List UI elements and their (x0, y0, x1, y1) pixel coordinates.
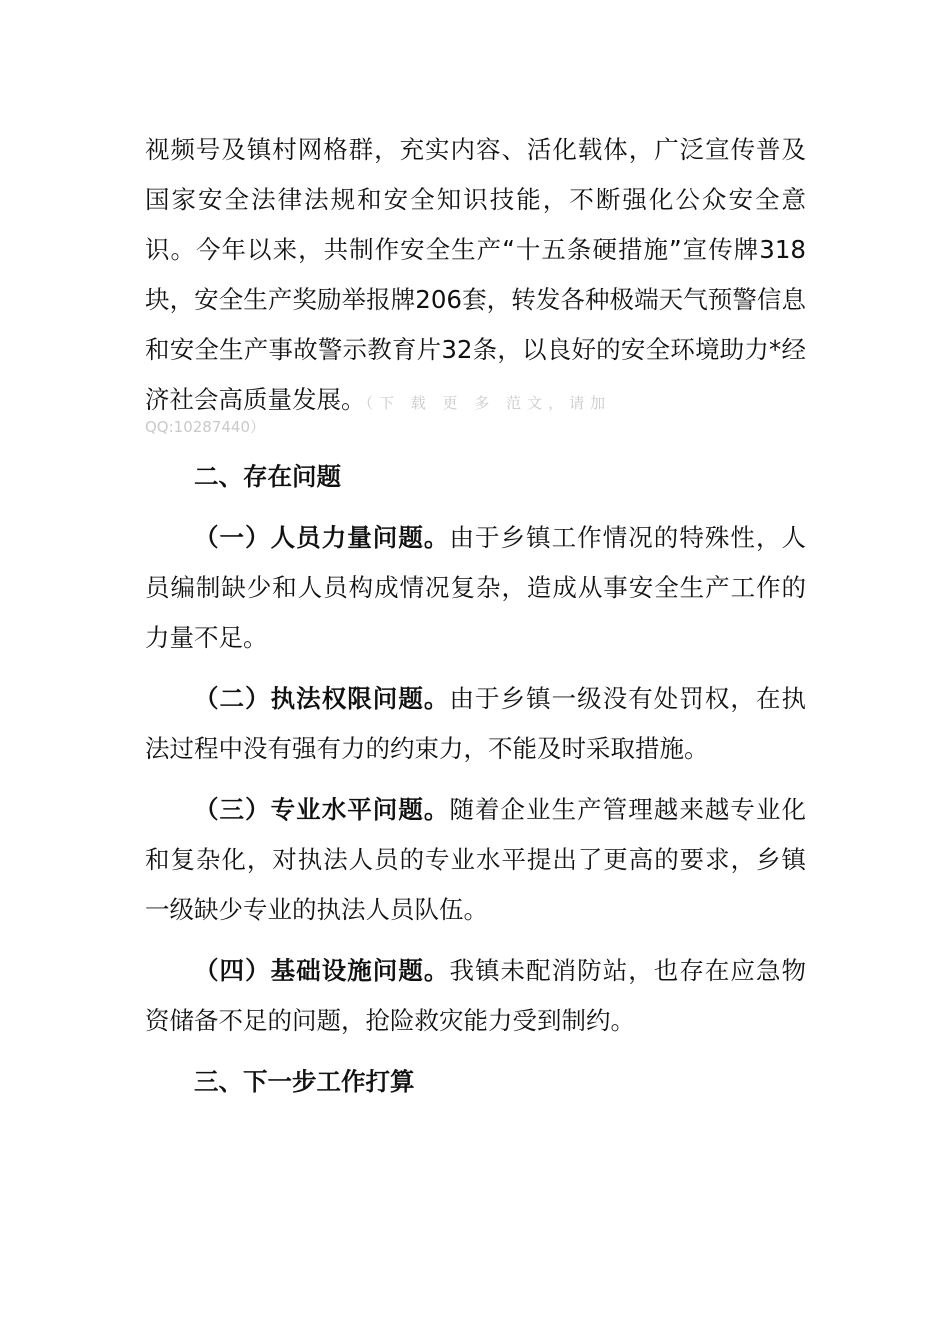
watermark-text-continued: QQ:10287440） (145, 418, 266, 436)
issue-body: 我镇未配消防站，也存在应急物资储备不足的问题，抢险救灾能力受到制约。 (145, 956, 807, 1035)
issue-body: 随着企业生产管理越来越专业化和复杂化，对执法人员的专业水平提出了更高的要求，乡镇一级缺少专业的执法人员队伍。 (145, 795, 807, 924)
intro-paragraph (145, 125, 806, 428)
issue-title: （四）基础设施问题。 (194, 956, 450, 985)
issue-title: （三）专业水平问题。 (194, 795, 450, 824)
section-heading-problems: 二、存在问题 (194, 462, 341, 491)
section-heading-next-steps: 三、下一步工作打算 (194, 1067, 415, 1096)
issue-paragraph-4 (145, 946, 806, 1046)
issue-title: （二）执法权限问题。 (194, 684, 450, 713)
issue-paragraph-1 (145, 513, 806, 663)
document-page (145, 125, 806, 1107)
intro-text: 视频号及镇村网格群，充实内容、活化载体，广泛宣传普及国家安全法律法规和安全知识技能，不断强化公众安全意识。今年以来，共制作安全生产“十五条硬措施”宣传牌318块，安全生产奖励举报牌206套，转发各种极端天气预警信息和安全生产事故警示教育片32条，以良好的安全环境助力*经济社会高质量发展。 (145, 135, 806, 414)
issue-body: 由于乡镇一级没有处罚权，在执法过程中没有强有力的约束力，不能及时采取措施。 (145, 684, 807, 763)
watermark-text: （下 载 更 多 范文，请加 (365, 394, 612, 412)
issue-body: 由于乡镇工作情况的特殊性，人员编制缺少和人员构成情况复杂，造成从事安全生产工作的力量不足。 (145, 523, 807, 652)
issue-paragraph-3 (145, 785, 806, 935)
issue-title: （一）人员力量问题。 (194, 523, 450, 552)
issue-paragraph-2 (145, 674, 806, 774)
